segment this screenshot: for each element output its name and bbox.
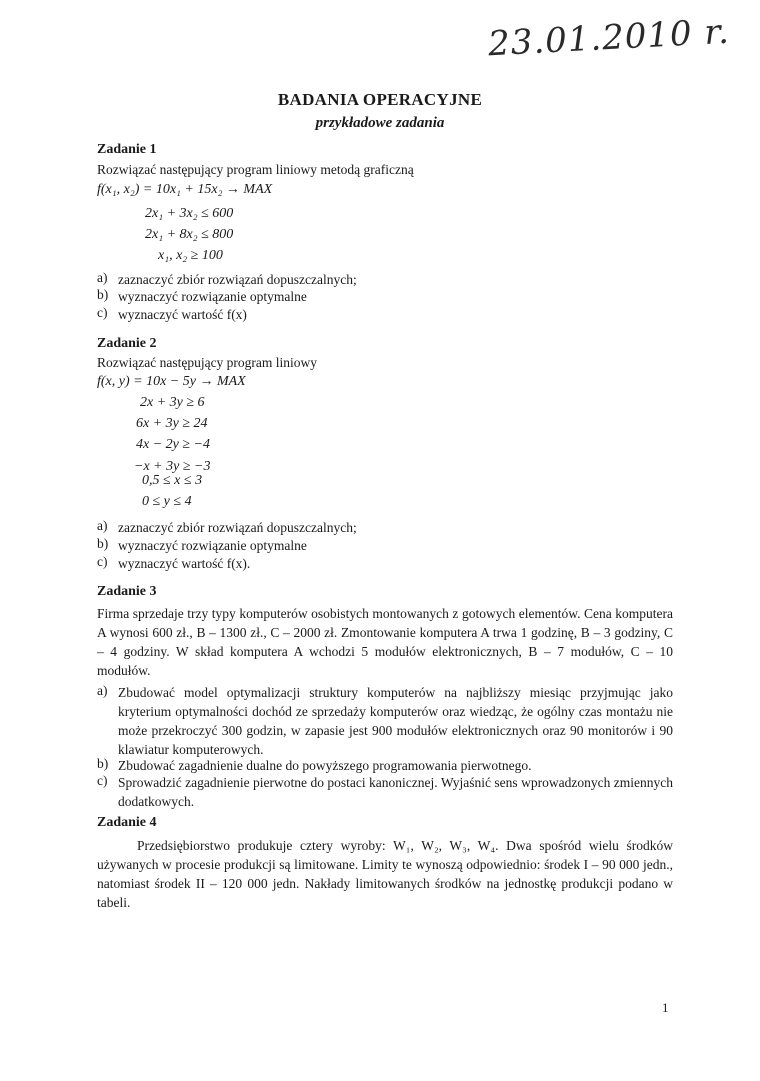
page-number: 1 [662, 1000, 669, 1015]
task2-item-text: wyznaczyć rozwiązanie optymalne [118, 538, 307, 553]
task4-heading: Zadanie 4 [97, 815, 157, 830]
task1-heading: Zadanie 1 [97, 142, 157, 157]
task2-item-text: wyznaczyć wartość f(x). [118, 556, 251, 571]
task1-constraint: 2x₁ + 3x₂ ≤ 600 [145, 206, 234, 221]
task3-item-text: Zbudować zagadnienie dualne do powyższego programowania pierwotnego. [118, 758, 532, 773]
task2-constraint: −x + 3y ≥ −3 [134, 459, 211, 474]
task1-item-label: b) [97, 287, 109, 302]
task2-objective: f(x, y) = 10x − 5y → MAX [97, 374, 246, 389]
task2-item-text: zaznaczyć zbiór rozwiązań dopuszczalnych; [118, 520, 357, 535]
task2-heading: Zadanie 2 [97, 336, 157, 351]
task2-item-label: c) [97, 554, 108, 569]
task3-item-text: Zbudować model optymalizacji struktury komputerów na najbliższy miesiąc przyjmując jako kryterium optymalności dochód ze sprzedaży komputerów oraz wiedząc, że ogólny czas montażu nie może przekroczyć 300 godzin, w zapasie jest 900 modułów elektronicznych oraz 90 monitorów i 90 klawiatur komputerowych. [118, 685, 673, 757]
task2-item-label: a) [97, 518, 108, 533]
task1-constraint: x₁, x₂ ≥ 100 [158, 248, 223, 263]
task2-constraint: 2x + 3y ≥ 6 [140, 395, 205, 410]
page-title: BADANIA OPERACYJNE [277, 90, 483, 109]
task3-item-label: c) [97, 773, 108, 788]
task2-constraint: 0 ≤ y ≤ 4 [142, 494, 192, 509]
task2-constraint: 4x − 2y ≥ −4 [136, 437, 211, 452]
task3-heading: Zadanie 3 [97, 584, 157, 599]
task3-item-text: Sprowadzić zagadnienie pierwotne do postaci kanonicznej. Wyjaśnić sens wprowadzonych zmiennych dodatkowych. [118, 775, 673, 809]
task1-constraint: 2x₁ + 8x₂ ≤ 800 [145, 227, 234, 242]
task2-item-label: b) [97, 536, 109, 551]
task3-item-label: a) [97, 683, 108, 698]
task1-item-text: wyznaczyć wartość f(x) [118, 307, 247, 322]
task2-constraint: 0,5 ≤ x ≤ 3 [142, 473, 203, 488]
task1-objective: f(x₁, x₂) = 10x₁ + 15x₂ → MAX [97, 182, 273, 197]
page-subtitle: przykładowe zadania [315, 115, 445, 131]
task1-item-text: zaznaczyć zbiór rozwiązań dopuszczalnych; [118, 272, 357, 287]
task1-item-label: a) [97, 270, 108, 285]
task4-text: Przedsiębiorstwo produkuje cztery wyroby: W₁, W₂, W₃, W₄. Dwa spośród wielu środków używanych w procesie produkcji są limitowane. Limity te wynoszą odpowiednio: środek I – 90 000 jedn., natomiast środek II – 120 000 jedn. Nakłady limitowanych środków na jednostkę produkcji podano w tabeli. [97, 838, 673, 910]
task1-intro: Rozwiązać następujący program liniowy metodą graficzną [97, 162, 414, 177]
task2-constraint: 6x + 3y ≥ 24 [136, 416, 208, 431]
task3-item-label: b) [97, 756, 109, 771]
task2-intro: Rozwiązać następujący program liniowy [97, 355, 318, 370]
task1-item-text: wyznaczyć rozwiązanie optymalne [118, 289, 307, 304]
handwritten-date: 23.01.2010 r. [487, 11, 731, 65]
task3-intro: Firma sprzedaje trzy typy komputerów osobistych montowanych z gotowych elementów. Cena komputera A wynosi 600 zł., B – 1300 zł., C – 2000 zł. Zmontowanie komputera A trwa 1 godzinę, B – 3 godziny, C – 4 godziny. W skład komputera A wchodzi 5 modułów elektronicznych, B – 7 modułów, C – 10 modułów. [97, 606, 673, 678]
task1-item-label: c) [97, 305, 108, 320]
